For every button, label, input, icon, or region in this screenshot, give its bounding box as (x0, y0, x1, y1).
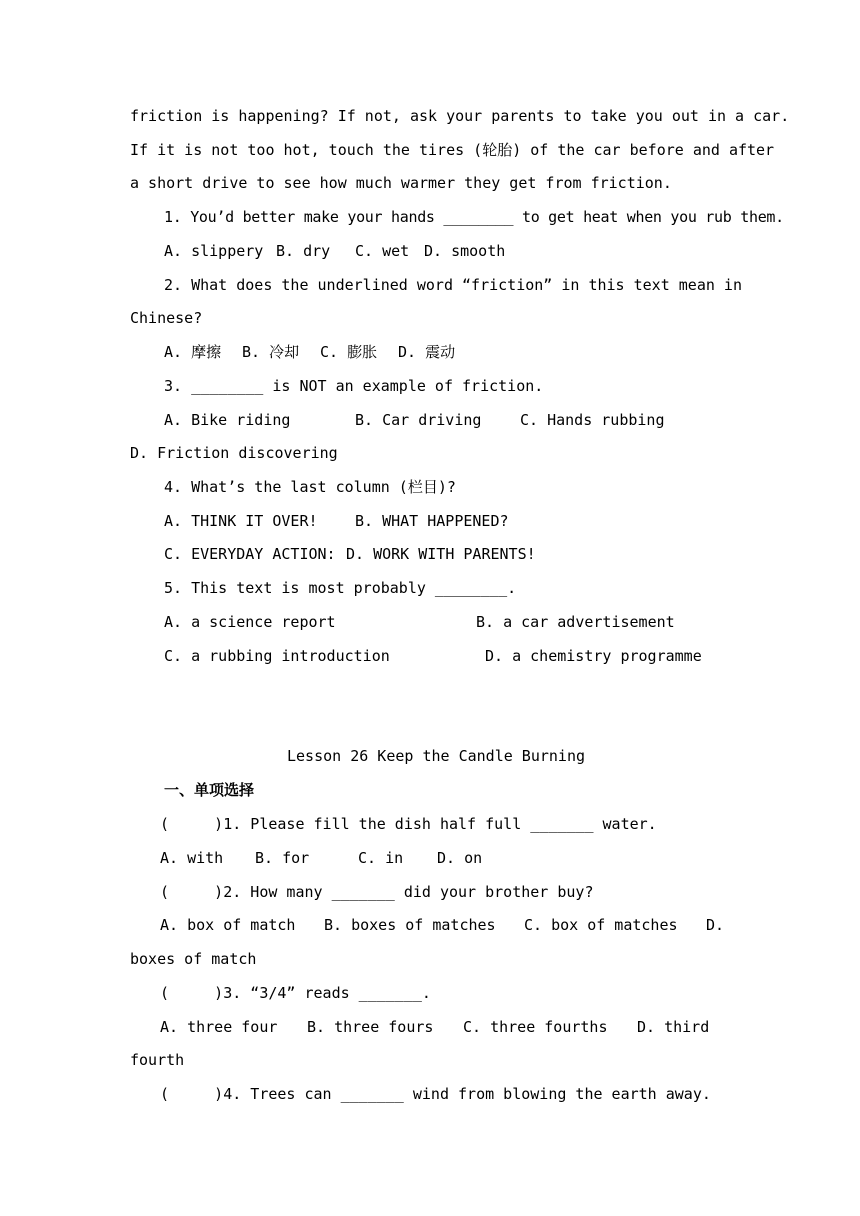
option: D. smooth (424, 242, 506, 260)
question-stem: Chinese? (130, 309, 203, 327)
option: A. box of match (160, 916, 296, 934)
option: A. with (160, 849, 224, 867)
option: C. 膨胀 (320, 343, 378, 361)
option: C. box of matches (524, 916, 678, 934)
option: B. 冷却 (242, 343, 300, 361)
option: A. Bike riding (164, 411, 291, 429)
option: C. in (358, 849, 404, 867)
option: D. third (637, 1018, 710, 1036)
option: B. Car driving (355, 411, 482, 429)
option: D. WORK WITH PARENTS! (346, 545, 536, 563)
question-stem: 4. What’s the last column (栏目)? (164, 478, 456, 496)
option: B. dry (276, 242, 331, 260)
option: B. a car advertisement (476, 613, 675, 631)
option: B. three fours (307, 1018, 434, 1036)
option: D. on (437, 849, 483, 867)
option: boxes of match (130, 950, 257, 968)
question-stem: ( )4. Trees can _______ wind from blowing the earth away. (160, 1085, 711, 1103)
option: C. wet (355, 242, 410, 260)
option: C. Hands rubbing (520, 411, 665, 429)
question-stem: 3. ________ is NOT an example of friction. (164, 377, 544, 395)
option: D. 震动 (398, 343, 456, 361)
question-stem: 1. You’d better make your hands ________ to get heat when you rub them. (164, 208, 784, 226)
option: A. three four (160, 1018, 278, 1036)
option: D. Friction discovering (130, 444, 338, 462)
option: A. slippery (164, 242, 264, 260)
passage-line: friction is happening? If not, ask your parents to take you out in a car. (130, 107, 790, 125)
option: B. WHAT HAPPENED? (355, 512, 509, 530)
option: D. (706, 916, 725, 934)
question-stem: ( )2. How many _______ did your brother buy? (160, 883, 594, 901)
option: A. a science report (164, 613, 336, 631)
question-stem: 2. What does the underlined word “friction” in this text mean in (164, 276, 742, 294)
option: A. 摩擦 (164, 343, 222, 361)
option: B. for (255, 849, 310, 867)
lesson-title: Lesson 26 Keep the Candle Burning (286, 747, 585, 765)
section-heading: 一、单项选择 (164, 781, 255, 799)
option: C. three fourths (463, 1018, 608, 1036)
option: D. a chemistry programme (485, 647, 702, 665)
passage-line: If it is not too hot, touch the tires (轮胎) of the car before and after (130, 141, 775, 159)
passage-line: a short drive to see how much warmer they get from friction. (130, 174, 672, 192)
option: fourth (130, 1051, 185, 1069)
option: A. THINK IT OVER! (164, 512, 318, 530)
option: C. a rubbing introduction (164, 647, 390, 665)
question-stem: 5. This text is most probably ________. (164, 579, 517, 597)
option: C. EVERYDAY ACTION: (164, 545, 336, 563)
question-stem: ( )3. “3/4” reads _______. (160, 984, 431, 1002)
option: B. boxes of matches (324, 916, 496, 934)
question-stem: ( )1. Please fill the dish half full _______ water. (160, 815, 657, 833)
